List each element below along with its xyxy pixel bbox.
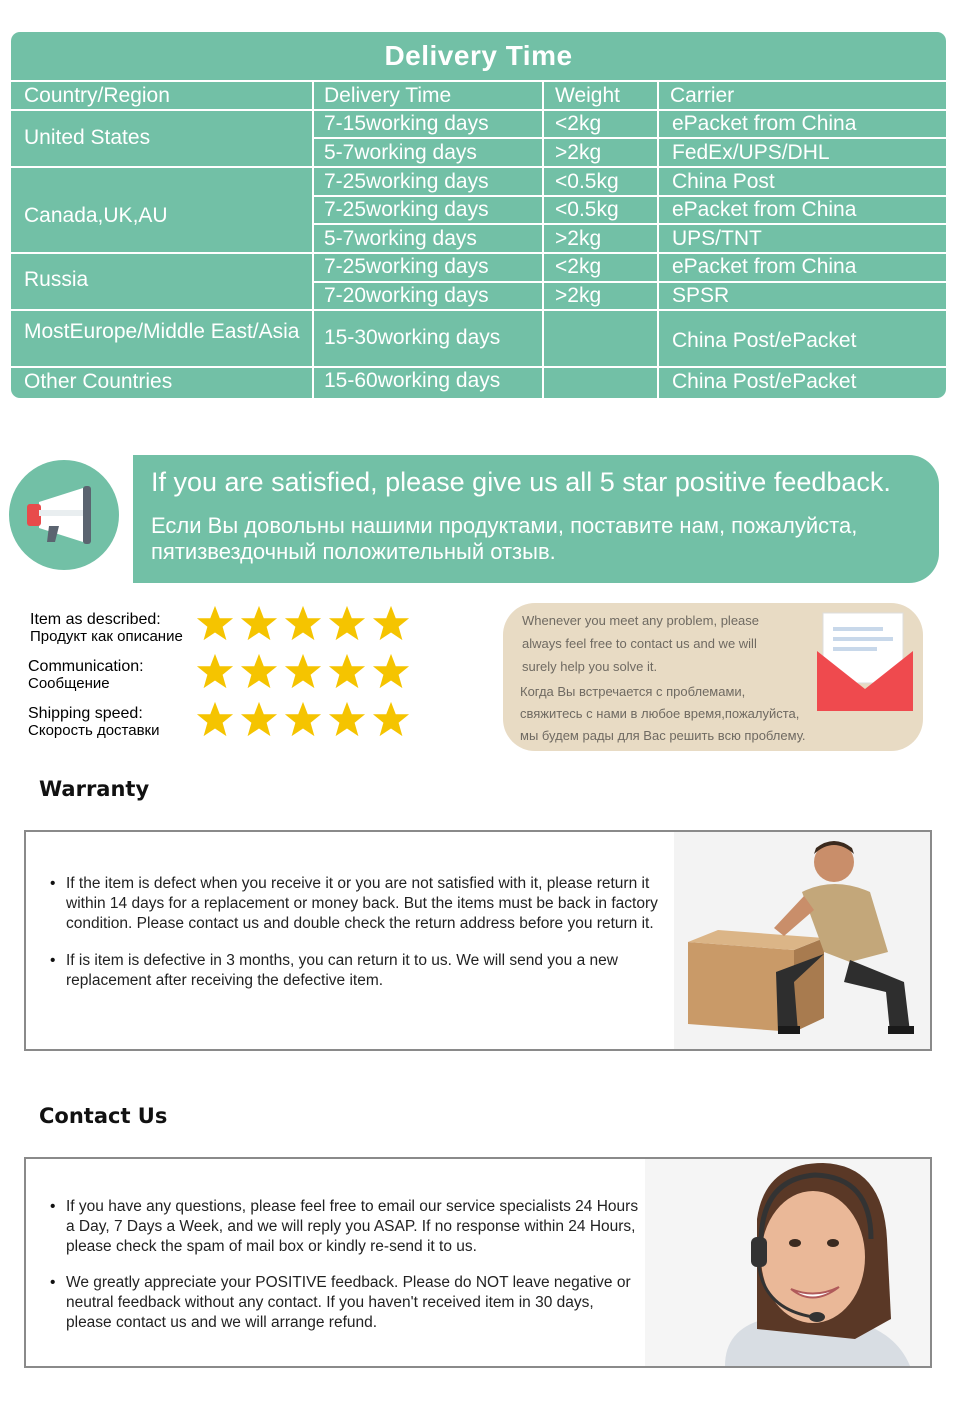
rating-label-communication — [28, 658, 144, 692]
star-icon — [196, 604, 234, 642]
header-country: Country/Region — [24, 84, 170, 107]
row-carrier: ePacket from China — [672, 112, 857, 135]
stars-shipping-speed — [196, 700, 410, 738]
row-time: 7-25working days — [324, 255, 489, 278]
region-canada-uk-au: Canada,UK,AU — [24, 204, 168, 227]
warranty-box — [24, 830, 932, 1051]
header-carrier: Carrier — [670, 84, 735, 107]
row-carrier: China Post/ePacket — [672, 329, 857, 352]
feedback-banner — [133, 455, 939, 583]
row-carrier: SPSR — [672, 284, 730, 307]
banner-english-text: If you are satisfied, please give us all 5 star positive feedback. — [151, 467, 891, 497]
row-carrier: ePacket from China — [672, 198, 857, 221]
row-weight: <0.5kg — [555, 198, 619, 221]
region-us: United States — [24, 126, 151, 149]
star-icon — [328, 604, 366, 642]
header-weight: Weight — [555, 84, 620, 107]
contact-bubble — [503, 603, 923, 751]
star-icon — [240, 700, 278, 738]
region-russia: Russia — [24, 268, 89, 291]
region-most-europe: MostEurope/Middle East/Asia — [24, 320, 300, 343]
row-time: 7-15working days — [324, 112, 489, 135]
row-weight: >2kg — [555, 141, 602, 164]
star-icon — [328, 700, 366, 738]
row-carrier: FedEx/UPS/DHL — [672, 141, 830, 164]
warranty-list — [50, 874, 680, 991]
row-weight: >2kg — [555, 227, 602, 250]
star-icon — [372, 604, 410, 642]
rating-title: Item as described: — [30, 611, 161, 628]
list-item: • We greatly appreciate your POSITIVE feedback. Please do NOT leave negative or neutral feedback without any contact. If you haven't received item in 30 days, please contact us and we will arrange refund. — [50, 1273, 640, 1333]
star-icon — [240, 652, 278, 690]
delivery-table — [11, 32, 946, 398]
row-time: 7-25working days — [324, 170, 489, 193]
row-time: 5-7working days — [324, 141, 477, 164]
row-time: 7-25working days — [324, 198, 489, 221]
delivery-man-photo — [674, 832, 930, 1049]
star-icon — [284, 700, 322, 738]
support-agent-photo — [645, 1159, 930, 1366]
megaphone-icon — [9, 460, 119, 570]
bubble-line: Когда Вы встречается с проблемами, — [520, 684, 746, 699]
stars-item-as-described — [196, 604, 410, 642]
row-weight: <0.5kg — [555, 170, 619, 193]
megaphone-badge — [9, 460, 119, 570]
rating-label-shipping — [28, 705, 160, 739]
contact-heading: Contact Us — [39, 1104, 168, 1128]
bubble-line: свяжитесь с нами в любое время,пожалуйста, — [520, 706, 800, 721]
bubble-line: Whenever you meet any problem, please — [522, 613, 760, 628]
rating-title: Communication: — [28, 658, 144, 675]
row-weight: <2kg — [555, 255, 602, 278]
star-icon — [284, 604, 322, 642]
rating-title: Shipping speed: — [28, 705, 143, 722]
row-weight: <2kg — [555, 112, 602, 135]
row-time: 15-30working days — [324, 326, 501, 349]
rating-subtitle: Скорость доставки — [28, 722, 160, 739]
row-carrier: China Post — [672, 170, 775, 193]
rating-label-item — [30, 611, 183, 645]
row-time: 7-20working days — [324, 284, 489, 307]
bubble-line: мы будем рады для Вас решить всю проблему. — [520, 728, 806, 743]
star-icon — [196, 700, 234, 738]
row-time: 15-60working days — [324, 369, 501, 392]
warranty-heading: Warranty — [39, 777, 150, 801]
star-icon — [328, 652, 366, 690]
star-icon — [196, 652, 234, 690]
stars-communication — [196, 652, 410, 690]
row-time: 5-7working days — [324, 227, 477, 250]
rating-subtitle: Сообщение — [28, 675, 110, 692]
list-item: • If is item is defective in 3 months, you can return it to us. We will send you a new replacement after receiving the defective item. — [50, 951, 680, 991]
star-icon — [284, 652, 322, 690]
row-carrier: UPS/TNT — [672, 227, 762, 250]
envelope-icon — [815, 611, 915, 715]
contact-list — [50, 1197, 640, 1333]
delivery-title: Delivery Time — [384, 40, 573, 71]
row-carrier: ePacket from China — [672, 255, 857, 278]
header-time: Delivery Time — [324, 84, 452, 107]
bubble-line: always feel free to contact us and we will — [522, 636, 757, 651]
list-item: • If the item is defect when you receive it or you are not satisfied with it, please return it within 14 days for a replacement or money back. But the items must be back in factory condition. Please contact us and double check the return address before you return it. — [50, 874, 680, 934]
star-icon — [372, 652, 410, 690]
row-weight: >2kg — [555, 284, 602, 307]
region-other: Other Countries — [24, 370, 173, 393]
banner-russian-text: Если Вы довольны нашими продуктами, поставите нам, пожалуйста, пятизвездочный положительный отзыв. — [151, 513, 858, 564]
bubble-line: surely help you solve it. — [522, 659, 658, 674]
star-icon — [240, 604, 278, 642]
star-icon — [372, 700, 410, 738]
list-item: • If you have any questions, please feel free to email our service specialists 24 Hours a Day, 7 Days a Week, and we will reply you ASAP. If no response within 24 Hours, please check the spam of mail box or kindly re-send it to us. — [50, 1197, 640, 1257]
contact-box — [24, 1157, 932, 1368]
rating-subtitle: Продукт как описание — [30, 628, 183, 645]
row-carrier: China Post/ePacket — [672, 370, 857, 393]
